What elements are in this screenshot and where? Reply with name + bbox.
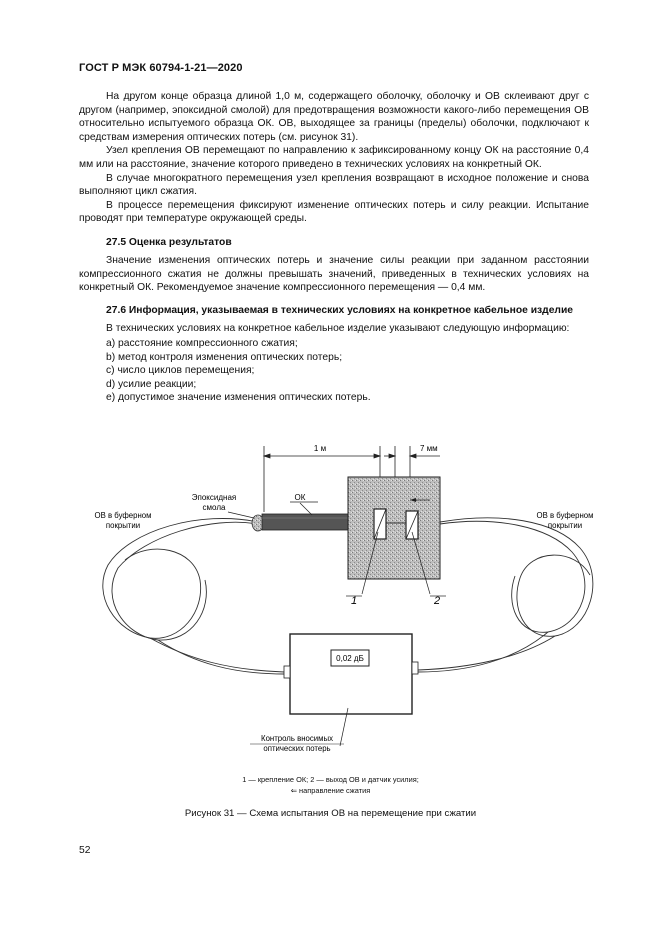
control-label-2: оптических потерь xyxy=(263,744,331,753)
left-fiber-label-2: покрытии xyxy=(105,521,141,530)
section-27-5-title: 27.5 Оценка результатов xyxy=(106,237,232,248)
epoxy-label-1: Эпоксидная xyxy=(191,493,237,502)
meter-reading: 0,02 дБ xyxy=(336,654,364,663)
fiber-left xyxy=(103,519,284,674)
callout-2: 2 xyxy=(434,595,441,607)
paragraph: На другом конце образца длиной 1,0 м, содержащего оболочку, оболочку и ОВ склеивают друг с другом (например, эпоксидной смолой) для предотвращения возможности какого-либо перемещения ОВ относительно испытуемого образца ОК. ОВ, выходящее за границы (пределы) оболочки, подключают к средствам измерения оптических потерь (см. рисунок 31). xyxy=(79,91,589,143)
paragraph: Значение изменения оптических потерь и значение силы реакции при заданном расстоянии компрессионного сжатия не должны превышать значений, приведенных в технических условиях на конкретный ОК. Рекомендуемое значение компрессионного перемещения — 0,4 мм. xyxy=(79,255,589,294)
list-item: a) расстояние компрессионного сжатия; xyxy=(106,338,298,349)
list-item: b) метод контроля изменения оптических потерь; xyxy=(106,351,343,363)
arrow-icon: ⇐ xyxy=(290,786,297,795)
right-fiber-label-1: ОВ в буферном xyxy=(536,511,594,520)
dim-1m-label: 1 м xyxy=(313,444,327,453)
document-header: ГОСТ Р МЭК 60794-1-21—2020 xyxy=(79,62,243,74)
control-label-1: Контроль вносимых xyxy=(261,734,333,743)
fiber-right xyxy=(418,518,593,672)
list-item: e) допустимое значение изменения оптических потерь. xyxy=(106,392,371,404)
meter-port-right xyxy=(412,662,418,674)
paragraph: В случае многократного перемещения узел крепления возвращают в исходное положение и снова выполняют цикл сжатия. xyxy=(79,172,589,198)
section-27-6-lead: В технических условиях на конкретное кабельное изделие указывают следующую информацию: xyxy=(106,323,570,334)
loss-meter xyxy=(290,634,412,714)
legend-direction-text: направление сжатия xyxy=(299,786,371,795)
figure-caption: Рисунок 31 — Схема испытания ОВ на перемещение при сжатии xyxy=(184,808,477,819)
dim-7mm-label: 7 мм xyxy=(420,444,438,453)
list-item: c) число циклов перемещения; xyxy=(106,365,255,377)
page-number: 52 xyxy=(79,845,91,856)
figure-legend-line-2 xyxy=(0,785,661,796)
paragraph: В процессе перемещения фиксируют изменение оптических потерь и силу реакции. Испытание проводят при температуре окружающей среды. xyxy=(79,199,589,225)
list-item: d) усилие реакции; xyxy=(106,378,197,390)
clamp-block xyxy=(348,477,440,579)
section-27-6-title: 27.6 Информация, указываемая в технических условиях на конкретное кабельное изделие xyxy=(106,305,574,316)
epoxy-label-2: смола xyxy=(202,503,226,512)
right-fiber-label-2: покрытии xyxy=(547,521,583,530)
left-fiber-label-1: ОВ в буферном xyxy=(94,511,152,520)
callout-1: 1 xyxy=(351,595,358,607)
figure-legend-line-1: 1 — крепление ОК; 2 — выход ОВ и датчик усилия; xyxy=(242,775,419,784)
ok-label: ОК xyxy=(294,493,306,502)
paragraph: Узел крепления ОВ перемещают по направлению к зафиксированному концу ОК на расстояние 0,4 мм или на расстояние, значение которого приведено в технических условиях на конкретный ОК. xyxy=(79,145,589,170)
meter-port-left xyxy=(284,666,290,678)
